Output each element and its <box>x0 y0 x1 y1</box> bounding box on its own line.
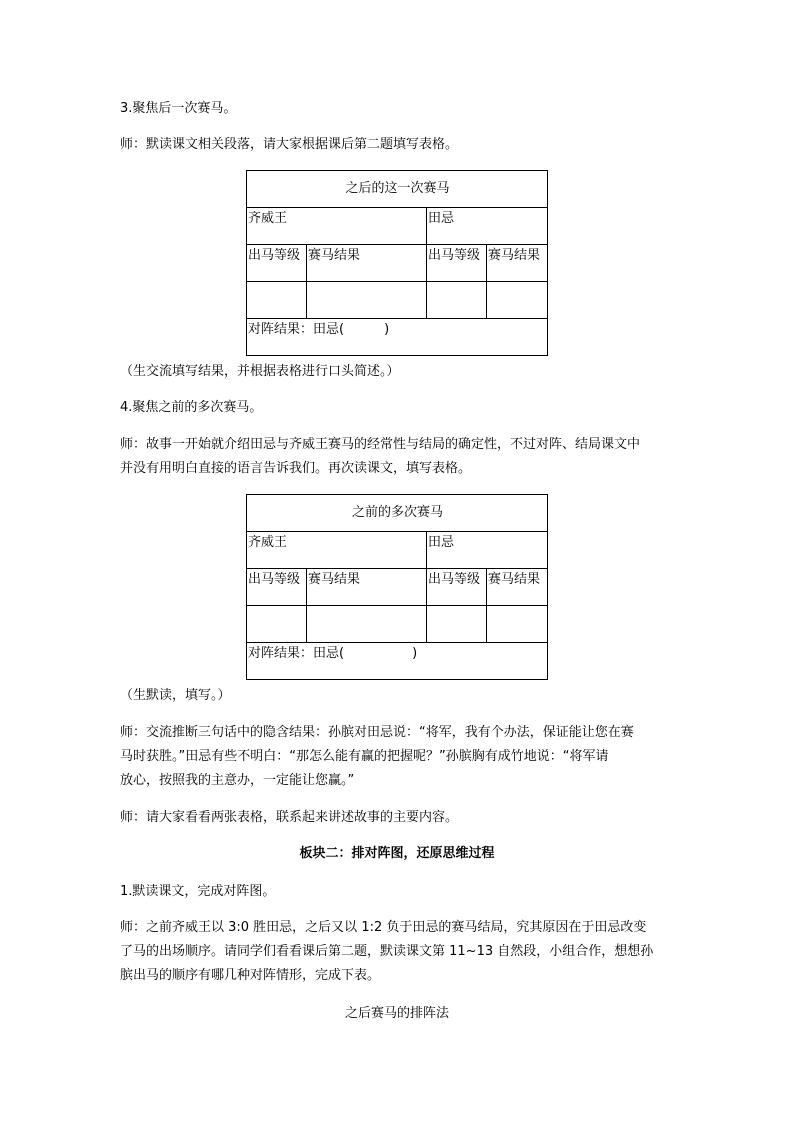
left-party-header: 齐威王 <box>247 208 427 245</box>
blank-cell[interactable] <box>427 282 487 319</box>
col-header: 出马等级 <box>247 569 307 606</box>
line: 膑出马的顺序有哪几种对阵情形，完成下表。 <box>120 968 381 983</box>
table-title: 之前的多次赛马 <box>247 495 548 532</box>
section-title: 板块二：排对阵图，还原思维过程 <box>299 846 495 861</box>
blank-cell[interactable] <box>487 282 548 319</box>
table-earlier-races <box>246 494 548 680</box>
result-row <box>247 319 548 356</box>
table-title: 之后的这一次赛马 <box>247 171 548 208</box>
line: 了马的出场顺序。请同学们看看课后第二题，默读课文第 11~13 自然段，小组合作，想想孙 <box>120 944 654 959</box>
blank-cell[interactable] <box>307 282 427 319</box>
dialogue-paragraph <box>120 721 680 793</box>
paragraph-4-heading: 4.聚焦之前的多次赛马。 <box>120 400 263 415</box>
result-prefix: 对阵结果：田忌( <box>248 646 345 661</box>
col-header: 出马等级 <box>247 245 307 282</box>
col-header: 赛马结果 <box>487 245 548 282</box>
blank-cell[interactable] <box>487 606 548 643</box>
right-party-header: 田忌 <box>427 532 548 569</box>
line: 师：故事一开始就介绍田忌与齐威王赛马的经常性与结局的确定性，不过对阵、结局课文中 <box>120 437 641 452</box>
col-header: 赛马结果 <box>307 569 427 606</box>
table-latest-race <box>246 170 548 356</box>
blank-cell[interactable] <box>427 606 487 643</box>
student-activity-note-2: （生默读，填写。） <box>120 688 231 703</box>
line: 放心，按照我的主意办，一定能让您赢。” <box>120 773 355 788</box>
result-prefix: 对阵结果：田忌( <box>248 322 345 337</box>
instruction-paragraph: 师：默读课文相关段落，请大家根据课后第二题填写表格。 <box>120 137 459 152</box>
line: 并没有用明白直接的语言告诉我们。再次读课文，填写表格。 <box>120 461 472 476</box>
left-party-header: 齐威王 <box>247 532 427 569</box>
table-caption: 之后赛马的排阵法 <box>344 1006 449 1021</box>
right-party-header: 田忌 <box>427 208 548 245</box>
blank-cell[interactable] <box>307 606 427 643</box>
col-header: 出马等级 <box>427 569 487 606</box>
student-activity-note: （生交流填写结果，并根据表格进行口头简述。） <box>120 364 400 379</box>
blank-cell[interactable] <box>247 606 307 643</box>
col-header: 赛马结果 <box>487 569 548 606</box>
summary-instruction: 师：请大家看看两张表格，联系起来讲述故事的主要内容。 <box>120 810 459 825</box>
step-1-heading: 1.默读课文，完成对阵图。 <box>120 884 276 899</box>
paragraph-3-heading: 3.聚焦后一次赛马。 <box>120 101 237 116</box>
instruction-paragraph-2 <box>120 433 680 481</box>
line: 师：交流推断三句话中的隐含结果：孙膑对田忌说：“将军，我有个办法，保证能让您在赛 <box>120 725 634 740</box>
result-row <box>247 643 548 680</box>
result-suffix: ) <box>412 646 418 661</box>
blank-cell[interactable] <box>247 282 307 319</box>
line: 师：之前齐威王以 3:0 胜田忌，之后又以 1:2 负于田忌的赛马结局，究其原因在于田忌改变 <box>120 920 647 935</box>
result-suffix: ) <box>384 322 390 337</box>
analysis-paragraph <box>120 916 680 988</box>
line: 马时获胜。”田忌有些不明白：“那怎么能有赢的把握呢？”孙膑胸有成竹地说：“将军请 <box>120 749 609 764</box>
col-header: 出马等级 <box>427 245 487 282</box>
col-header: 赛马结果 <box>307 245 427 282</box>
